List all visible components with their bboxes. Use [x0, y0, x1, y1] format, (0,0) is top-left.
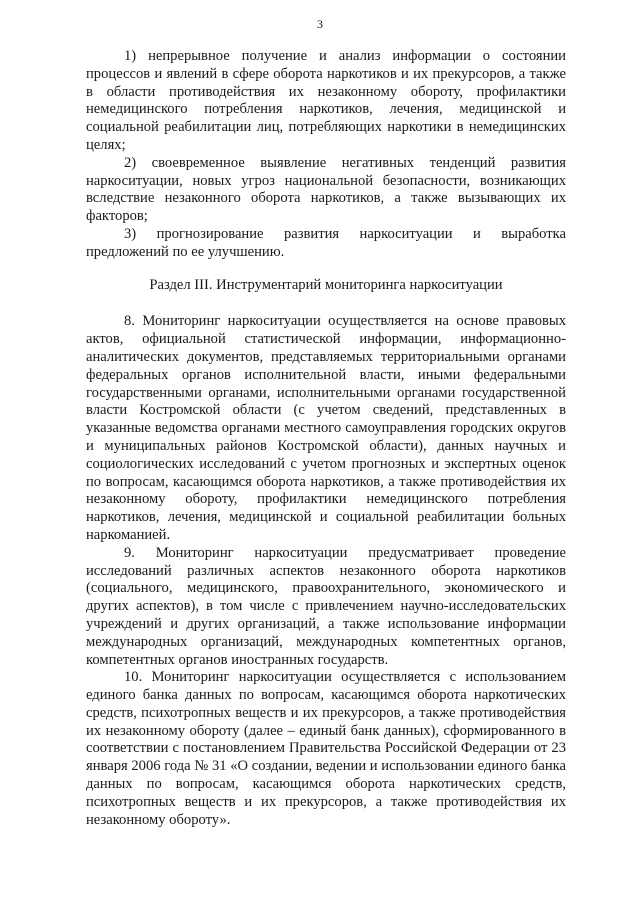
- section-heading: Раздел III. Инструментарий мониторинга наркоситуации: [149, 276, 503, 293]
- page-number: 3: [317, 17, 323, 31]
- list-item-1: 1) непрерывное получение и анализ информации о состоянии процессов и явлений в сфере оборота наркотиков и их прекурсоров, а также в области противодействия их незаконному обороту, профилактики немедицинского потребления наркотиков, лечения, медицинской и социальной реабилитации лиц, потребляющих наркотики в немедицинских целях;: [86, 48, 566, 153]
- list-item-3: 3) прогнозирование развития наркоситуации и выработка предложений по ее улучшению.: [86, 225, 566, 260]
- paragraph-8: 8. Мониторинг наркоситуации осуществляется на основе правовых актов, официальной статистической информации, информационно-аналитических документов, представляемых территориальными органами федеральных органов исполнительной власти, иными федеральными государственными органами, исполнительными органами государственной власти Костромской области (с учетом сведений, представленных в указанные ведомства органами местного самоуправления городских округов и муниципальных районов Костромской области), данных научных и социологических исследований с учетом прогнозных и экспертных оценок по вопросам, касающимся оборота наркотиков, а также противодействия их незаконному обороту, профилактики немедицинского потребления наркотиков, лечения, медицинской и социальной реабилитации больных наркоманией.: [86, 313, 566, 543]
- paragraph-10: 10. Мониторинг наркоситуации осуществляется с использованием единого банка данных по вопросам, касающимся оборота наркотических средств, психотропных веществ и их прекурсоров, а также противодействия их незаконному обороту (далее – единый банк данных), сформированного в соответствии с постановлением Правительства Российской Федерации от 23 января 2006 года № 31 «О создании, ведении и использовании единого банка данных по вопросам, касающимся оборота наркотических средств, психотропных веществ и их прекурсоров, а также противодействия их незаконному обороту».: [86, 669, 566, 828]
- list-item-2: 2) своевременное выявление негативных тенденций развития наркоситуации, новых угроз национальной безопасности, возникающих вследствие незаконного оборота наркотиков, а также вызывающих их факторов;: [86, 154, 566, 225]
- paragraph-9: 9. Мониторинг наркоситуации предусматривает проведение исследований различных аспектов незаконного оборота наркотиков (социального, медицинского, правоохранительного, экономического и других аспектов), в том числе с привлечением научно-исследовательских учреждений и других организаций, а также использование информации международных организаций, международных компетентных органов, компетентных органов иностранных государств.: [86, 544, 566, 668]
- document-body: [86, 48, 566, 829]
